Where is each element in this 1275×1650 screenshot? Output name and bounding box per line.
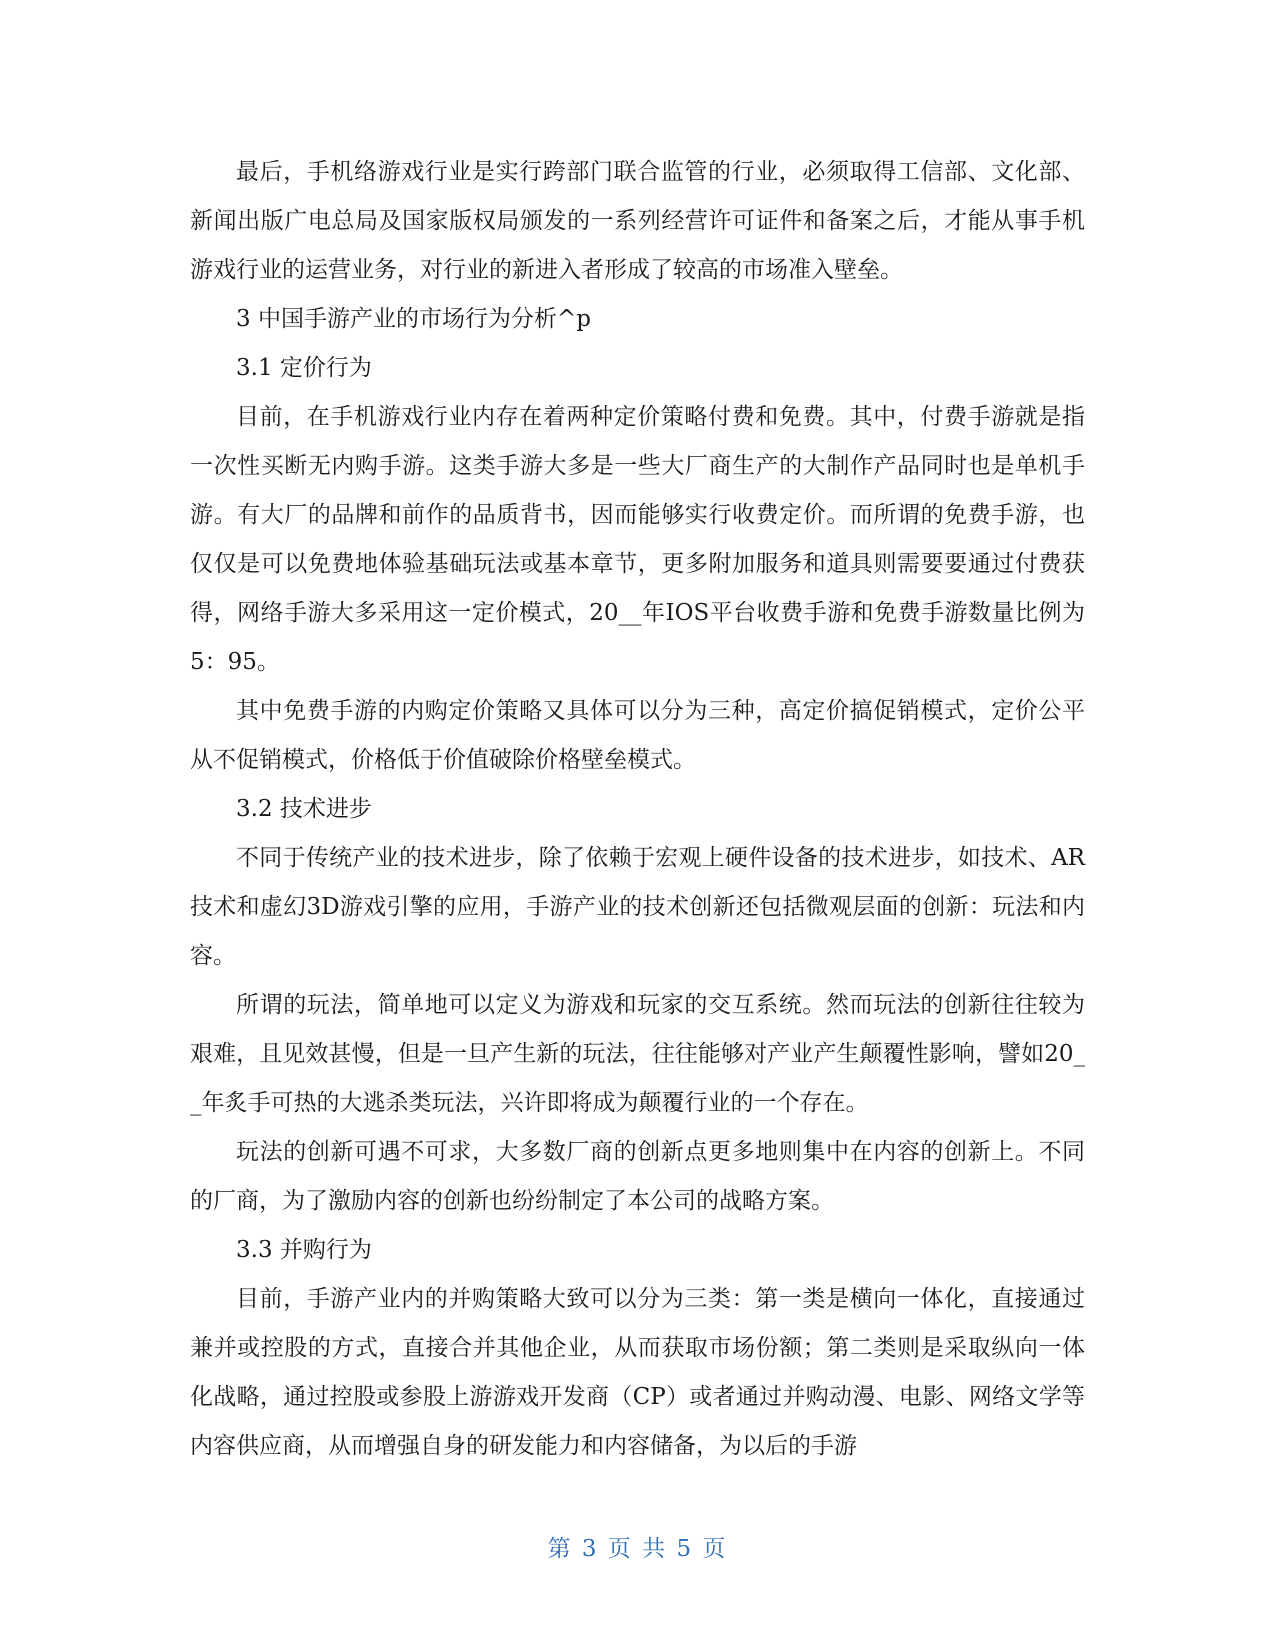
paragraph-pricing: 目前，在手机游戏行业内存在着两种定价策略付费和免费。其中，付费手游就是指一次性买断无内购手游。这类手游大多是一些大厂商生产的大制作产品同时也是单机手游。有大厂的品牌和前作的品质背书，因而能够实行收费定价。而所谓的免费手游，也仅仅是可以免费地体验基础玩法或基本章节，更多附加服务和道具则需要要通过付费获得，网络手游大多采用这一定价模式，20__年IOS平台收费手游和免费手游数量比例为5：95。 [190,404,1085,675]
paragraph-gameplay: 所谓的玩法，简单地可以定义为游戏和玩家的交互系统。然而玩法的创新往往较为艰难，且见效甚慢，但是一旦产生新的玩法，往往能够对产业产生颠覆性影响，譬如20__年炙手可热的大逃杀类玩法，兴许即将成为颠覆行业的一个存在。 [190,992,1085,1116]
section-heading-3: 3 中国手游产业的市场行为分析^p [236,306,591,332]
section-heading-3-1: 3.1 定价行为 [236,355,372,381]
section-heading-3-3: 3.3 并购行为 [236,1237,372,1263]
page-footer: 第 3 页 共 5 页 [547,1536,728,1562]
paragraph-mergers: 目前，手游产业内的并购策略大致可以分为三类：第一类是横向一体化，直接通过兼并或控股的方式，直接合并其他企业，从而获取市场份额；第二类则是采取纵向一体化战略，通过控股或参股上游游戏开发商（CP）或者通过并购动漫、电影、网络文学等内容供应商，从而增强自身的研发能力和内容储备，为以后的手游 [190,1286,1085,1459]
paragraph-free-pricing: 其中免费手游的内购定价策略又具体可以分为三种，高定价搞促销模式，定价公平从不促销模式，价格低于价值破除价格壁垒模式。 [190,698,1085,773]
section-heading-3-2: 3.2 技术进步 [236,796,372,822]
paragraph-content: 玩法的创新可遇不可求，大多数厂商的创新点更多地则集中在内容的创新上。不同的厂商，为了激励内容的创新也纷纷制定了本公司的战略方案。 [190,1139,1085,1214]
document-body [190,148,1085,1471]
paragraph-tech: 不同于传统产业的技术进步，除了依赖于宏观上硬件设备的技术进步，如技术、AR技术和虚幻3D游戏引擎的应用，手游产业的技术创新还包括微观层面的创新：玩法和内容。 [190,845,1085,969]
paragraph-entry-barrier: 最后，手机络游戏行业是实行跨部门联合监管的行业，必须取得工信部、文化部、新闻出版广电总局及国家版权局颁发的一系列经营许可证件和备案之后，才能从事手机游戏行业的运营业务，对行业的新进入者形成了较高的市场准入壁垒。 [190,159,1085,283]
